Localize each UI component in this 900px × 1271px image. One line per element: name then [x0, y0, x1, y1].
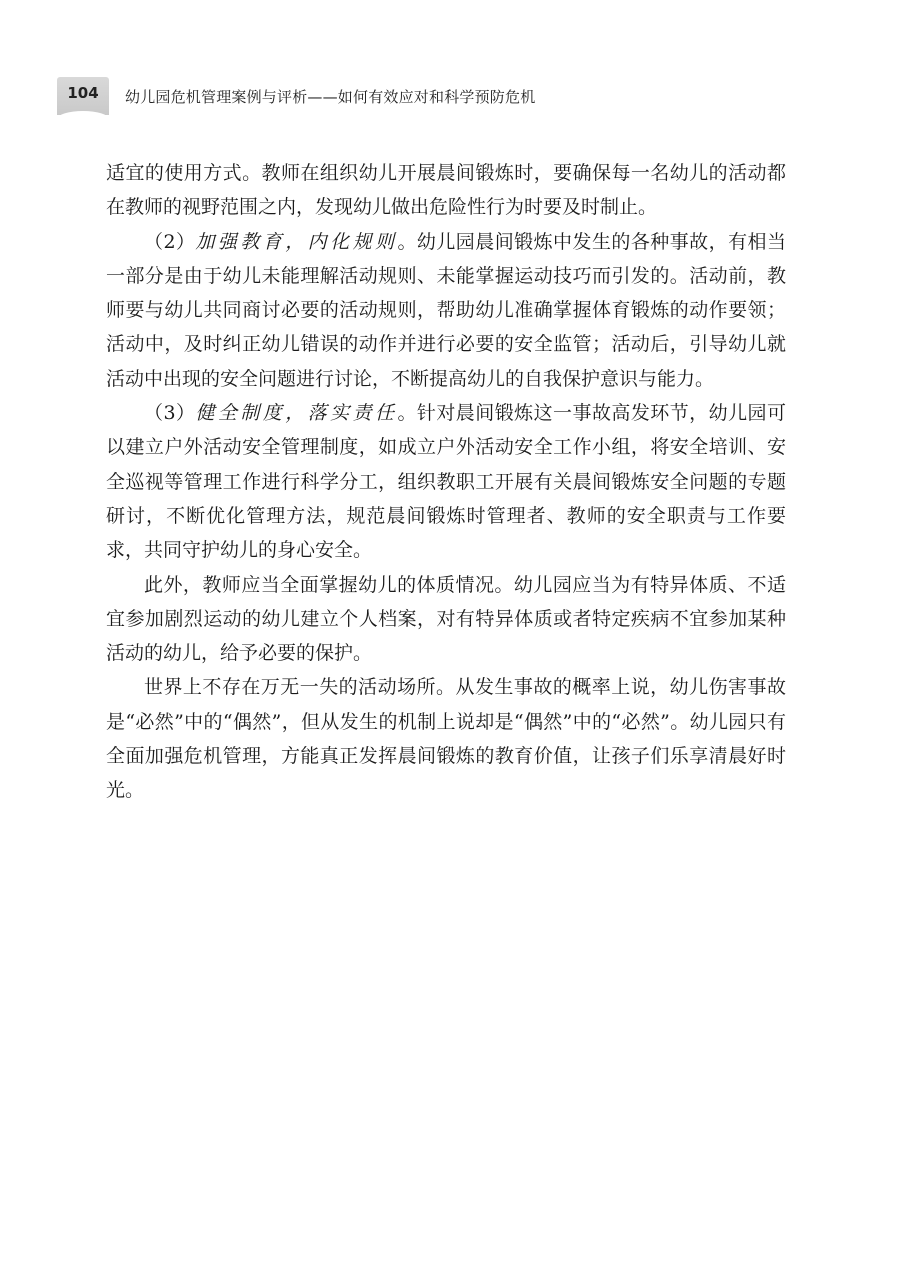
page-number: 104	[67, 84, 99, 102]
item-text: 。幼儿园晨间锻炼中发生的各种事故，有相当一部分是由于幼儿未能理解活动规则、未能掌握运动技巧而引发的。活动前，教师要与幼儿共同商讨必要的活动规则，帮助幼儿准确掌握体育锻炼的动作要领；活动中，及时纠正幼儿错误的动作并进行必要的安全监管；活动后，引导幼儿就活动中出现的安全问题进行讨论，不断提高幼儿的自我保护意识与能力。	[106, 230, 786, 390]
paragraph-2	[106, 225, 786, 396]
item-text: 。针对晨间锻炼这一事故高发环节，幼儿园可以建立户外活动安全管理制度，如成立户外活动安全工作小组，将安全培训、安全巡视等管理工作进行科学分工，组织教职工开展有关晨间锻炼安全问题的专题研讨，不断优化管理方法，规范晨间锻炼时管理者、教师的安全职责与工作要求，共同守护幼儿的身心安全。	[106, 402, 786, 562]
paragraph-4: 此外，教师应当全面掌握幼儿的体质情况。幼儿园应当为有特异体质、不适宜参加剧烈运动的幼儿建立个人档案，对有特异体质或者特定疾病不宜参加某种活动的幼儿，给予必要的保护。	[106, 573, 786, 665]
running-title: 幼儿园危机管理案例与评析——如何有效应对和科学预防危机	[125, 88, 536, 106]
paragraph-continued: 适宜的使用方式。教师在组织幼儿开展晨间锻炼时，要确保每一名幼儿的活动都在教师的视野范围之内，发现幼儿做出危险性行为时要及时制止。	[106, 162, 786, 219]
page-header	[0, 70, 900, 116]
paragraph-5: 世界上不存在万无一失的活动场所。从发生事故的概率上说，幼儿伤害事故是“必然”中的“偶然”，但从发生的机制上说却是“偶然”中的“必然”。幼儿园只有全面加强危机管理，方能真正发挥晨间锻炼的教育价值，让孩子们乐享清晨好时光。	[106, 676, 786, 802]
body-text	[106, 156, 786, 808]
item-number: （3）	[144, 402, 196, 425]
page-number-tab	[57, 77, 109, 115]
paragraph-3	[106, 396, 786, 567]
item-heading: 健全制度，落实责任	[195, 402, 398, 425]
item-heading: 加强教育，内化规则	[195, 230, 398, 253]
item-number: （2）	[144, 230, 196, 253]
